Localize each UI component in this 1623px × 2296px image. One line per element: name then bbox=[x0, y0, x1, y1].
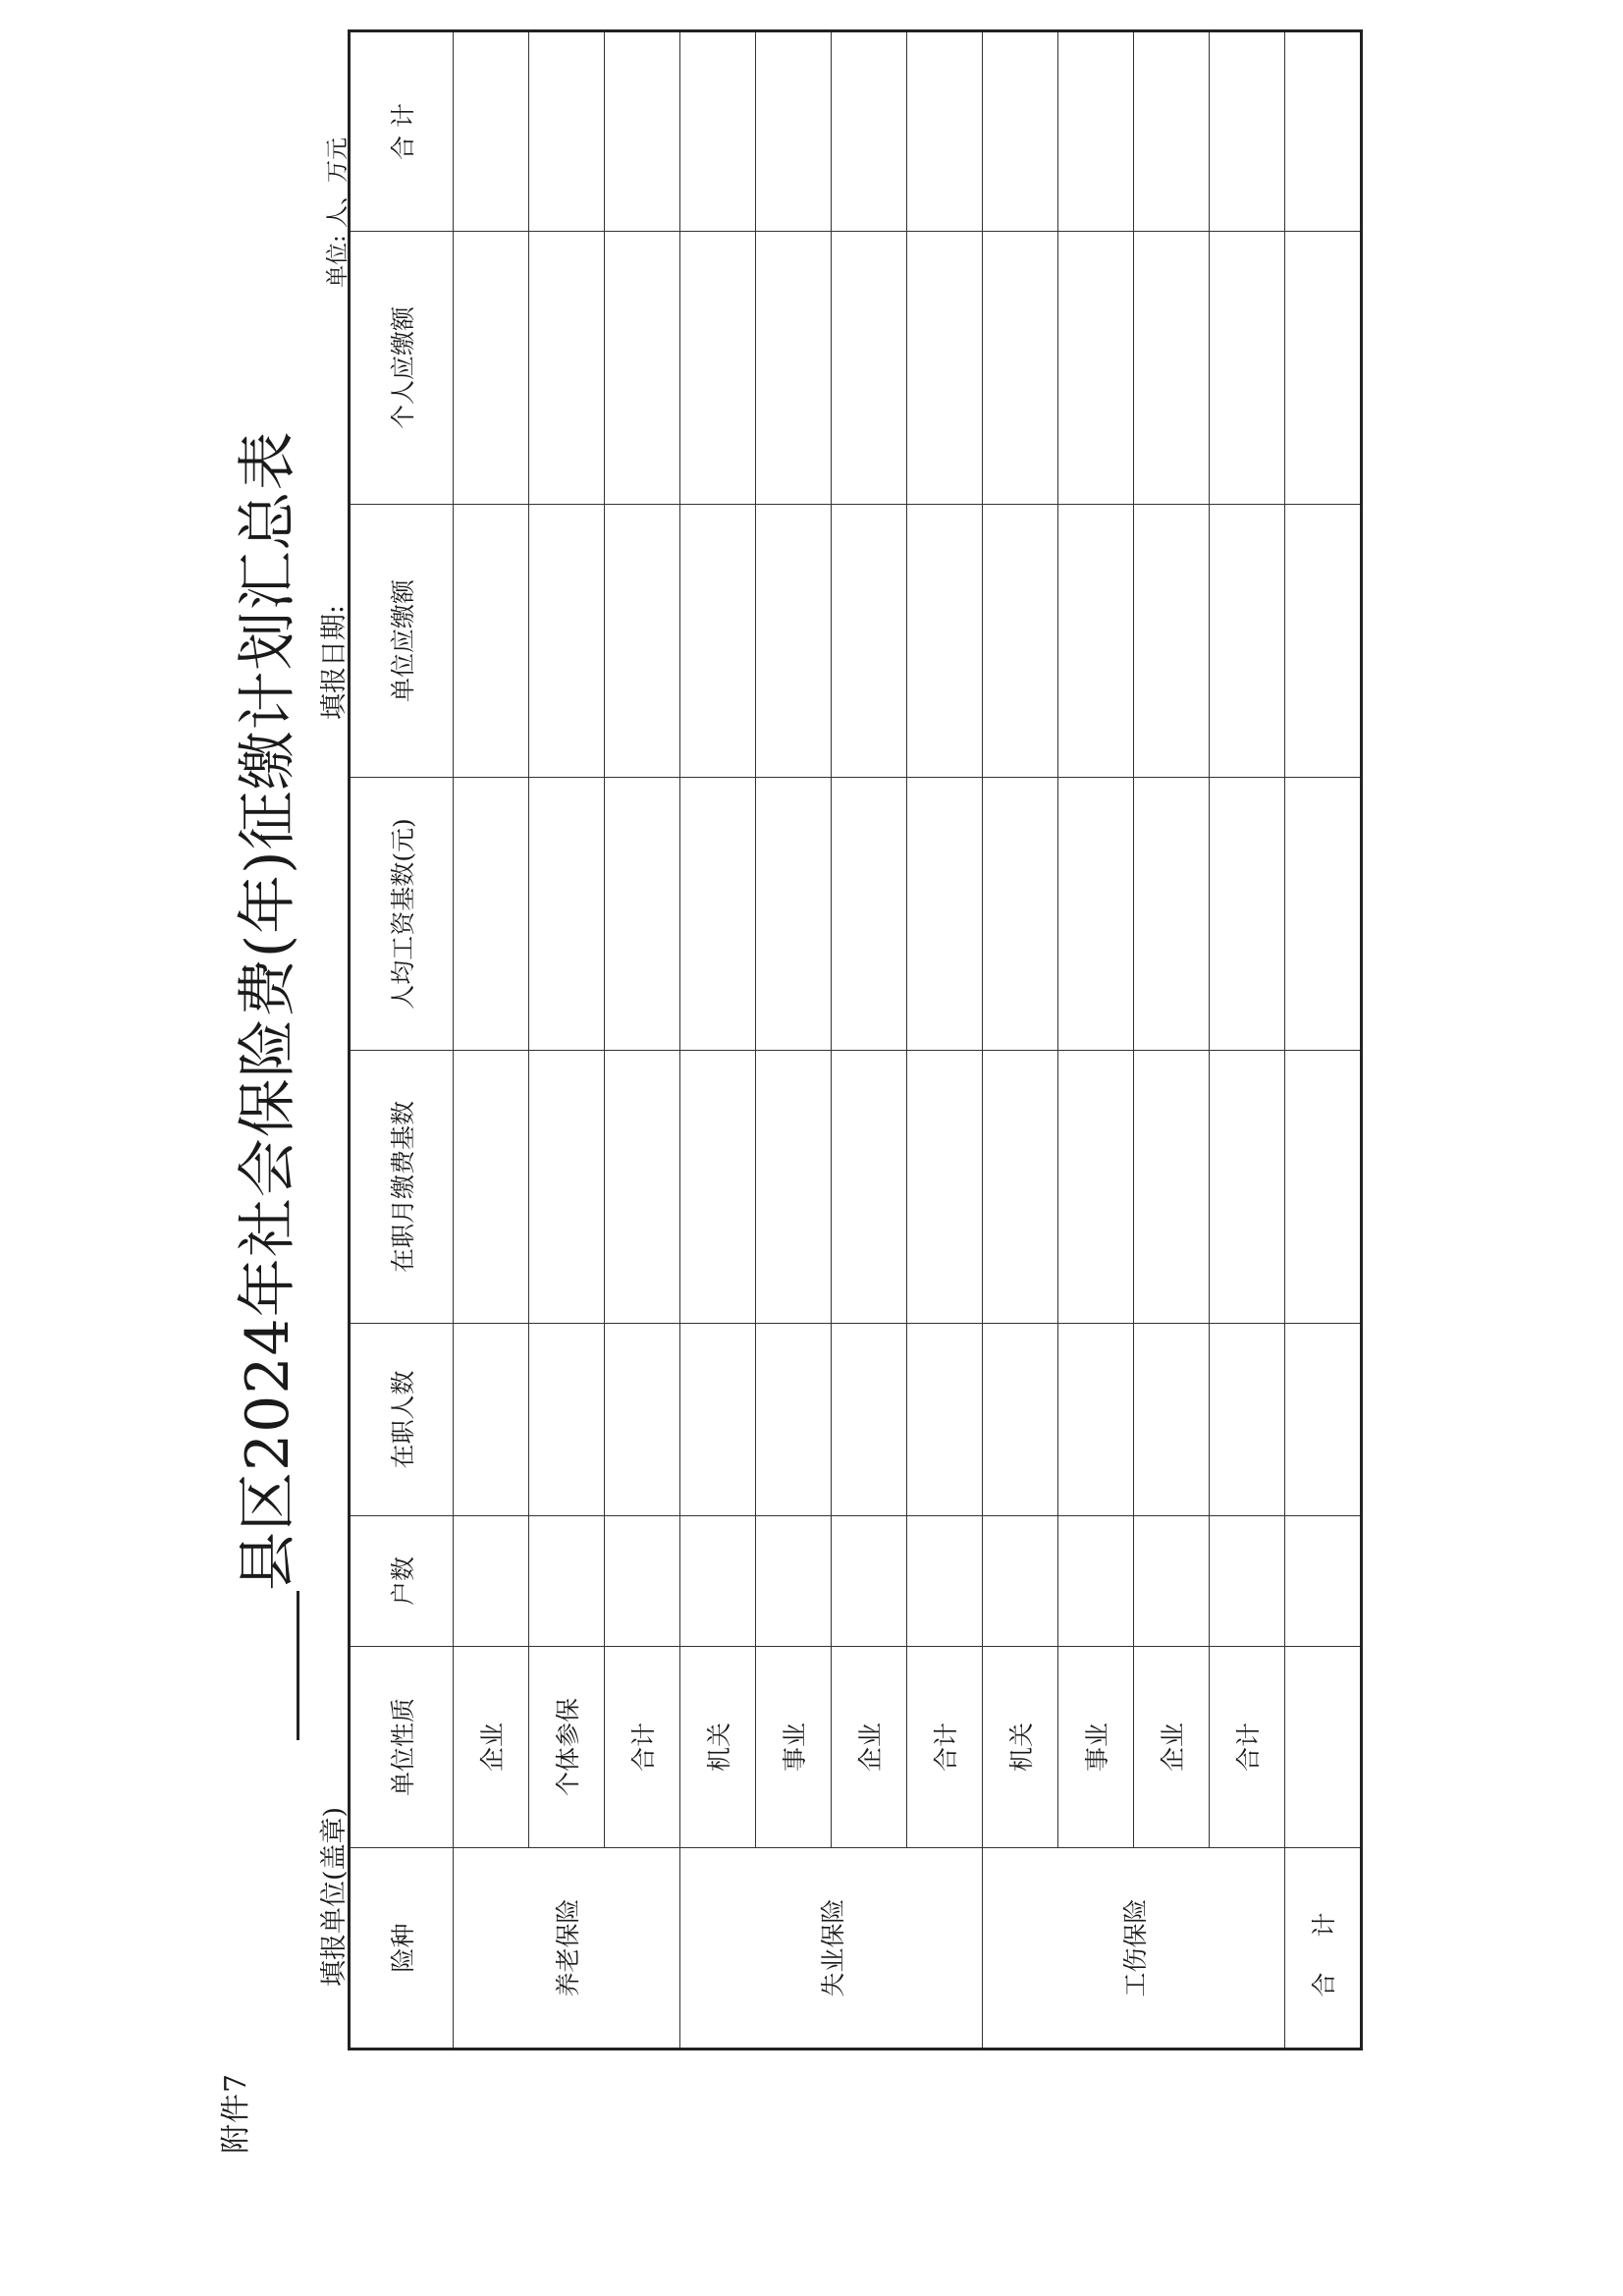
cell-personal-payable[interactable] bbox=[756, 232, 832, 505]
row-label: 合计 bbox=[907, 1647, 983, 1848]
cell-monthly-base[interactable] bbox=[1134, 1051, 1210, 1324]
header-unit-nature: 单位性质 bbox=[350, 1647, 454, 1848]
cell-personal-payable[interactable] bbox=[454, 232, 529, 505]
cell-employees[interactable] bbox=[605, 1324, 680, 1516]
row-label: 企业 bbox=[832, 1647, 907, 1848]
cell-households[interactable] bbox=[605, 1516, 680, 1647]
form-title: 县区2024年社会保险费(年)征缴计划汇总表 bbox=[234, 430, 302, 1591]
cell-employees[interactable] bbox=[529, 1324, 605, 1516]
cell-employees[interactable] bbox=[756, 1324, 832, 1516]
header-unit-payable: 单位应缴额 bbox=[350, 505, 454, 778]
cell-monthly-base[interactable] bbox=[907, 1051, 983, 1324]
cell-total[interactable] bbox=[983, 31, 1058, 232]
table-row bbox=[832, 31, 907, 2050]
county-name-blank-line bbox=[297, 1591, 299, 1740]
cell-unit-nature-blank[interactable] bbox=[1285, 1647, 1362, 1848]
cell-total[interactable] bbox=[1210, 31, 1285, 232]
cell-avg-wage-base[interactable] bbox=[605, 778, 680, 1051]
cell-unit-payable[interactable] bbox=[756, 505, 832, 778]
cell-employees[interactable] bbox=[983, 1324, 1058, 1516]
cell-employees[interactable] bbox=[1285, 1324, 1362, 1516]
table-row bbox=[756, 31, 832, 2050]
header-row bbox=[350, 31, 454, 2050]
cell-personal-payable[interactable] bbox=[1285, 232, 1362, 505]
cell-employees[interactable] bbox=[1210, 1324, 1285, 1516]
title-row bbox=[231, 0, 309, 2296]
row-label: 企业 bbox=[454, 1647, 529, 1848]
cell-monthly-base[interactable] bbox=[605, 1051, 680, 1324]
header-personal-payable: 个人应缴额 bbox=[350, 232, 454, 505]
cell-total[interactable] bbox=[832, 31, 907, 232]
header-total: 合 计 bbox=[350, 31, 454, 232]
cell-total[interactable] bbox=[907, 31, 983, 232]
table-row bbox=[1134, 31, 1210, 2050]
cell-total[interactable] bbox=[1058, 31, 1134, 232]
cell-monthly-base[interactable] bbox=[832, 1051, 907, 1324]
header-households: 户数 bbox=[350, 1516, 454, 1647]
row-label: 事业 bbox=[756, 1647, 832, 1848]
grand-total-label: 合 计 bbox=[1285, 1848, 1362, 2050]
cell-personal-payable[interactable] bbox=[907, 232, 983, 505]
cell-avg-wage-base[interactable] bbox=[756, 778, 832, 1051]
cell-unit-payable[interactable] bbox=[983, 505, 1058, 778]
cell-employees[interactable] bbox=[1058, 1324, 1134, 1516]
cell-avg-wage-base[interactable] bbox=[832, 778, 907, 1051]
cell-total[interactable] bbox=[680, 31, 756, 232]
cell-avg-wage-base[interactable] bbox=[1134, 778, 1210, 1051]
table-row bbox=[983, 31, 1058, 2050]
collection-plan-table bbox=[348, 29, 1363, 2050]
cell-personal-payable[interactable] bbox=[1210, 232, 1285, 505]
table-row bbox=[454, 31, 529, 2050]
group-pension: 养老保险 bbox=[454, 1848, 680, 2050]
cell-unit-payable[interactable] bbox=[454, 505, 529, 778]
cell-total[interactable] bbox=[529, 31, 605, 232]
cell-personal-payable[interactable] bbox=[605, 232, 680, 505]
cell-unit-payable[interactable] bbox=[1058, 505, 1134, 778]
cell-unit-payable[interactable] bbox=[680, 505, 756, 778]
cell-unit-payable[interactable] bbox=[1210, 505, 1285, 778]
cell-personal-payable[interactable] bbox=[529, 232, 605, 505]
header-monthly-base: 在职月缴费基数 bbox=[350, 1051, 454, 1324]
cell-total[interactable] bbox=[454, 31, 529, 232]
row-label: 事业 bbox=[1058, 1647, 1134, 1848]
cell-avg-wage-base[interactable] bbox=[907, 778, 983, 1051]
cell-households[interactable] bbox=[1210, 1516, 1285, 1647]
cell-avg-wage-base[interactable] bbox=[529, 778, 605, 1051]
cell-personal-payable[interactable] bbox=[983, 232, 1058, 505]
cell-employees[interactable] bbox=[454, 1324, 529, 1516]
cell-personal-payable[interactable] bbox=[1134, 232, 1210, 505]
cell-households[interactable] bbox=[756, 1516, 832, 1647]
row-label: 合计 bbox=[605, 1647, 680, 1848]
table-row bbox=[529, 31, 605, 2050]
cell-avg-wage-base[interactable] bbox=[1058, 778, 1134, 1051]
row-label: 合计 bbox=[1210, 1647, 1285, 1848]
reporting-unit-label: 填报单位(盖章) bbox=[319, 1806, 350, 1987]
cell-monthly-base[interactable] bbox=[1058, 1051, 1134, 1324]
cell-employees[interactable] bbox=[680, 1324, 756, 1516]
cell-households[interactable] bbox=[983, 1516, 1058, 1647]
cell-households[interactable] bbox=[832, 1516, 907, 1647]
header-avg-wage-base: 人均工资基数(元) bbox=[350, 778, 454, 1051]
cell-households[interactable] bbox=[1134, 1516, 1210, 1647]
header-employees: 在职人数 bbox=[350, 1324, 454, 1516]
cell-households[interactable] bbox=[529, 1516, 605, 1647]
group-injury: 工伤保险 bbox=[983, 1848, 1285, 2050]
cell-unit-payable[interactable] bbox=[907, 505, 983, 778]
units-label: 单位: 人、万元 bbox=[325, 137, 351, 288]
cell-monthly-base[interactable] bbox=[680, 1051, 756, 1324]
cell-monthly-base[interactable] bbox=[1210, 1051, 1285, 1324]
table-row bbox=[1210, 31, 1285, 2050]
grand-total-row bbox=[1285, 31, 1362, 2050]
cell-total[interactable] bbox=[756, 31, 832, 232]
row-label: 企业 bbox=[1134, 1647, 1210, 1848]
cell-total[interactable] bbox=[605, 31, 680, 232]
table-row bbox=[907, 31, 983, 2050]
cell-avg-wage-base[interactable] bbox=[454, 778, 529, 1051]
cell-unit-payable[interactable] bbox=[605, 505, 680, 778]
cell-households[interactable] bbox=[1285, 1516, 1362, 1647]
attachment-label: 附件7 bbox=[219, 2072, 253, 2154]
cell-households[interactable] bbox=[1058, 1516, 1134, 1647]
cell-monthly-base[interactable] bbox=[983, 1051, 1058, 1324]
cell-unit-payable[interactable] bbox=[832, 505, 907, 778]
group-unemployment: 失业保险 bbox=[680, 1848, 983, 2050]
cell-avg-wage-base[interactable] bbox=[983, 778, 1058, 1051]
cell-employees[interactable] bbox=[832, 1324, 907, 1516]
cell-monthly-base[interactable] bbox=[529, 1051, 605, 1324]
row-label: 机关 bbox=[983, 1647, 1058, 1848]
cell-households[interactable] bbox=[907, 1516, 983, 1647]
table-row bbox=[680, 31, 756, 2050]
cell-avg-wage-base[interactable] bbox=[1210, 778, 1285, 1051]
table-row bbox=[605, 31, 680, 2050]
cell-monthly-base[interactable] bbox=[1285, 1051, 1362, 1324]
reporting-date-label: 填报日期: bbox=[319, 604, 350, 720]
cell-unit-payable[interactable] bbox=[529, 505, 605, 778]
cell-avg-wage-base[interactable] bbox=[1285, 778, 1362, 1051]
cell-households[interactable] bbox=[454, 1516, 529, 1647]
row-label: 个体参保 bbox=[529, 1647, 605, 1848]
cell-monthly-base[interactable] bbox=[756, 1051, 832, 1324]
cell-households[interactable] bbox=[680, 1516, 756, 1647]
cell-avg-wage-base[interactable] bbox=[680, 778, 756, 1051]
cell-employees[interactable] bbox=[907, 1324, 983, 1516]
cell-employees[interactable] bbox=[1134, 1324, 1210, 1516]
cell-total[interactable] bbox=[1134, 31, 1210, 232]
cell-unit-payable[interactable] bbox=[1285, 505, 1362, 778]
cell-total[interactable] bbox=[1285, 31, 1362, 232]
cell-personal-payable[interactable] bbox=[680, 232, 756, 505]
cell-monthly-base[interactable] bbox=[454, 1051, 529, 1324]
cell-personal-payable[interactable] bbox=[1058, 232, 1134, 505]
header-insurance-type: 险种 bbox=[350, 1848, 454, 2050]
cell-personal-payable[interactable] bbox=[832, 232, 907, 505]
table-row bbox=[1058, 31, 1134, 2050]
row-label: 机关 bbox=[680, 1647, 756, 1848]
cell-unit-payable[interactable] bbox=[1134, 505, 1210, 778]
